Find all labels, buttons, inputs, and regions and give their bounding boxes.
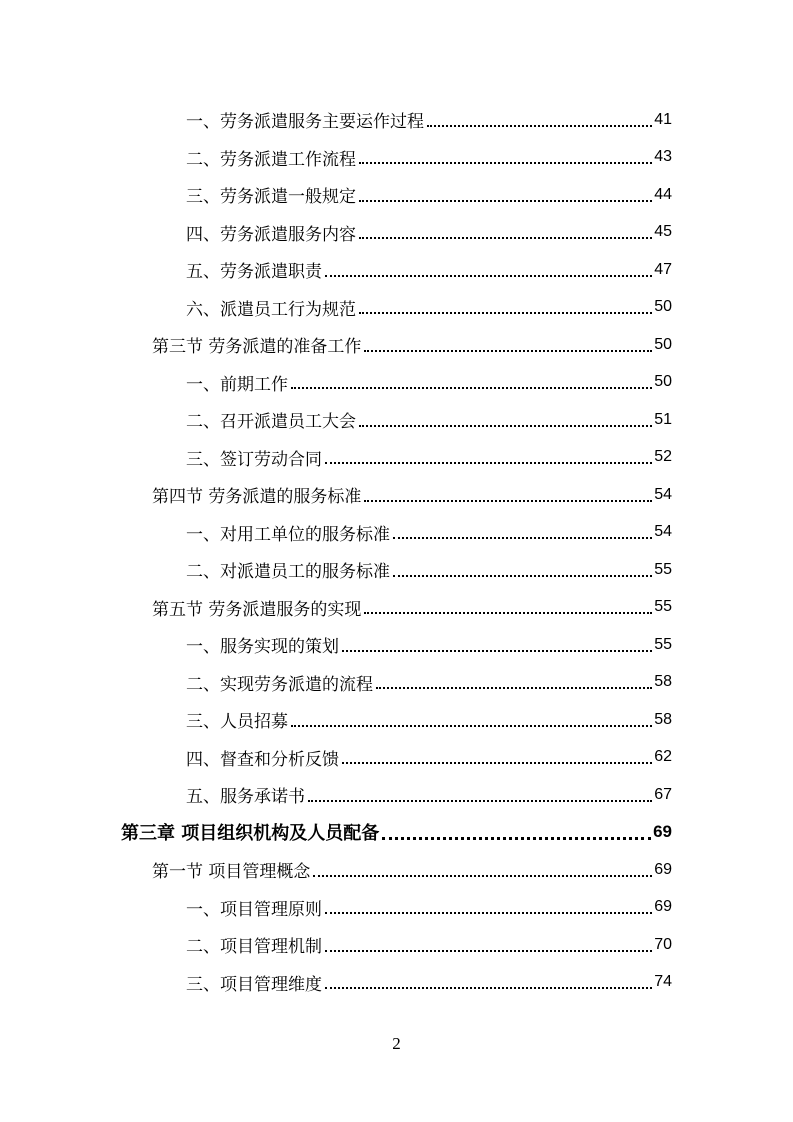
- toc-dot-leader: [313, 875, 652, 877]
- toc-entry-title: 六、派遣员工行为规范: [186, 299, 356, 320]
- toc-entry-page: 55: [654, 635, 672, 653]
- toc-entry[interactable]: [0, 139, 793, 177]
- toc-entry[interactable]: [0, 214, 793, 252]
- toc-entry-page: 41: [654, 110, 672, 128]
- toc-entry[interactable]: [0, 101, 793, 139]
- toc-entry-title: 二、项目管理机制: [186, 937, 322, 958]
- toc-entry-title: 四、督查和分析反馈: [186, 749, 339, 770]
- toc-entry-page: 69: [654, 860, 672, 878]
- toc-dot-leader: [325, 462, 652, 464]
- toc-entry-page: 52: [654, 448, 672, 466]
- toc-dot-leader: [291, 387, 652, 389]
- toc-entry-title: 三、人员招募: [186, 712, 288, 733]
- toc-chapter-entry[interactable]: [0, 814, 793, 852]
- toc-entry-page: 74: [654, 973, 672, 991]
- toc-dot-leader: [393, 575, 652, 577]
- toc-entry[interactable]: [0, 514, 793, 552]
- toc-entry-page: 47: [654, 260, 672, 278]
- toc-entry[interactable]: [0, 739, 793, 777]
- toc-entry-title: 二、实现劳务派遣的流程: [186, 674, 373, 695]
- toc-entry-title: 第三节 劳务派遣的准备工作: [152, 337, 362, 358]
- toc-entry[interactable]: [0, 926, 793, 964]
- toc-entry[interactable]: [0, 664, 793, 702]
- toc-entry-page: 54: [654, 523, 672, 541]
- toc-section-entry[interactable]: [0, 326, 793, 364]
- toc-entry[interactable]: [0, 889, 793, 927]
- toc-entry-title: 第五节 劳务派遣服务的实现: [152, 599, 362, 620]
- toc-entry-title: 一、项目管理原则: [186, 899, 322, 920]
- toc-entry-page: 44: [654, 185, 672, 203]
- toc-entry-title: 一、服务实现的策划: [186, 637, 339, 658]
- toc-entry[interactable]: [0, 701, 793, 739]
- toc-entry[interactable]: [0, 439, 793, 477]
- toc-dot-leader: [325, 275, 652, 277]
- toc-entry-title: 一、对用工单位的服务标准: [186, 524, 390, 545]
- toc-entry-page: 51: [654, 410, 672, 428]
- toc-entry-page: 45: [654, 223, 672, 241]
- toc-dot-leader: [325, 950, 652, 952]
- toc-dot-leader: [364, 500, 652, 502]
- toc-entry[interactable]: [0, 289, 793, 327]
- toc-entry[interactable]: [0, 776, 793, 814]
- toc-dot-leader: [364, 350, 652, 352]
- toc-entry-page: 50: [654, 335, 672, 353]
- toc-entry-page: 50: [654, 298, 672, 316]
- toc-entry-page: 67: [654, 785, 672, 803]
- toc-section-entry[interactable]: [0, 851, 793, 889]
- toc-entry-title: 三、签订劳动合同: [186, 449, 322, 470]
- toc-dot-leader: [359, 312, 652, 314]
- toc-entry-page: 43: [654, 148, 672, 166]
- toc-dot-leader: [359, 162, 652, 164]
- toc-entry-title: 三、劳务派遣一般规定: [186, 187, 356, 208]
- toc-section-entry[interactable]: [0, 476, 793, 514]
- toc-dot-leader: [342, 650, 652, 652]
- toc-entry[interactable]: [0, 401, 793, 439]
- toc-entry-title: 一、前期工作: [186, 374, 288, 395]
- toc-entry-title: 第四节 劳务派遣的服务标准: [152, 487, 362, 508]
- toc-dot-leader: [308, 800, 652, 802]
- toc-entry-title: 二、召开派遣员工大会: [186, 412, 356, 433]
- toc-dot-leader: [325, 987, 652, 989]
- toc-entry[interactable]: [0, 551, 793, 589]
- toc-dot-leader: [342, 762, 652, 764]
- page-number: 2: [392, 1034, 401, 1053]
- toc-entry-page: 54: [654, 485, 672, 503]
- toc-entry-title: 四、劳务派遣服务内容: [186, 224, 356, 245]
- toc-entry-page: 55: [654, 598, 672, 616]
- toc-entry-title: 二、对派遣员工的服务标准: [186, 562, 390, 583]
- toc-entry[interactable]: [0, 251, 793, 289]
- toc-dot-leader: [359, 200, 652, 202]
- toc-entry-title: 一、劳务派遣服务主要运作过程: [186, 112, 424, 133]
- toc-entry-page: 58: [654, 710, 672, 728]
- toc-entry-page: 50: [654, 373, 672, 391]
- toc-dot-leader: [376, 687, 652, 689]
- toc-entry[interactable]: [0, 176, 793, 214]
- toc-dot-leader: [427, 125, 652, 127]
- toc-entry[interactable]: [0, 964, 793, 1002]
- toc-entry-page: 70: [654, 935, 672, 953]
- toc-entry-title: 第一节 项目管理概念: [152, 862, 311, 883]
- toc-section-entry[interactable]: [0, 589, 793, 627]
- table-of-contents: [0, 101, 793, 1001]
- toc-entry[interactable]: [0, 626, 793, 664]
- toc-entry-title: 二、劳务派遣工作流程: [186, 149, 356, 170]
- toc-entry-title: 五、劳务派遣职责: [186, 262, 322, 283]
- toc-dot-leader: [364, 612, 652, 614]
- toc-entry[interactable]: [0, 364, 793, 402]
- toc-dot-leader: [291, 725, 652, 727]
- toc-entry-page: 69: [653, 822, 672, 842]
- toc-dot-leader: [393, 537, 652, 539]
- toc-dot-leader: [359, 237, 652, 239]
- toc-dot-leader: [382, 837, 651, 840]
- toc-entry-page: 62: [654, 748, 672, 766]
- toc-dot-leader: [325, 912, 652, 914]
- toc-entry-title: 第三章 项目组织机构及人员配备: [121, 823, 380, 845]
- toc-entry-page: 58: [654, 673, 672, 691]
- toc-entry-title: 三、项目管理维度: [186, 974, 322, 995]
- toc-entry-page: 69: [654, 898, 672, 916]
- toc-entry-title: 五、服务承诺书: [186, 787, 305, 808]
- toc-dot-leader: [359, 425, 652, 427]
- toc-entry-page: 55: [654, 560, 672, 578]
